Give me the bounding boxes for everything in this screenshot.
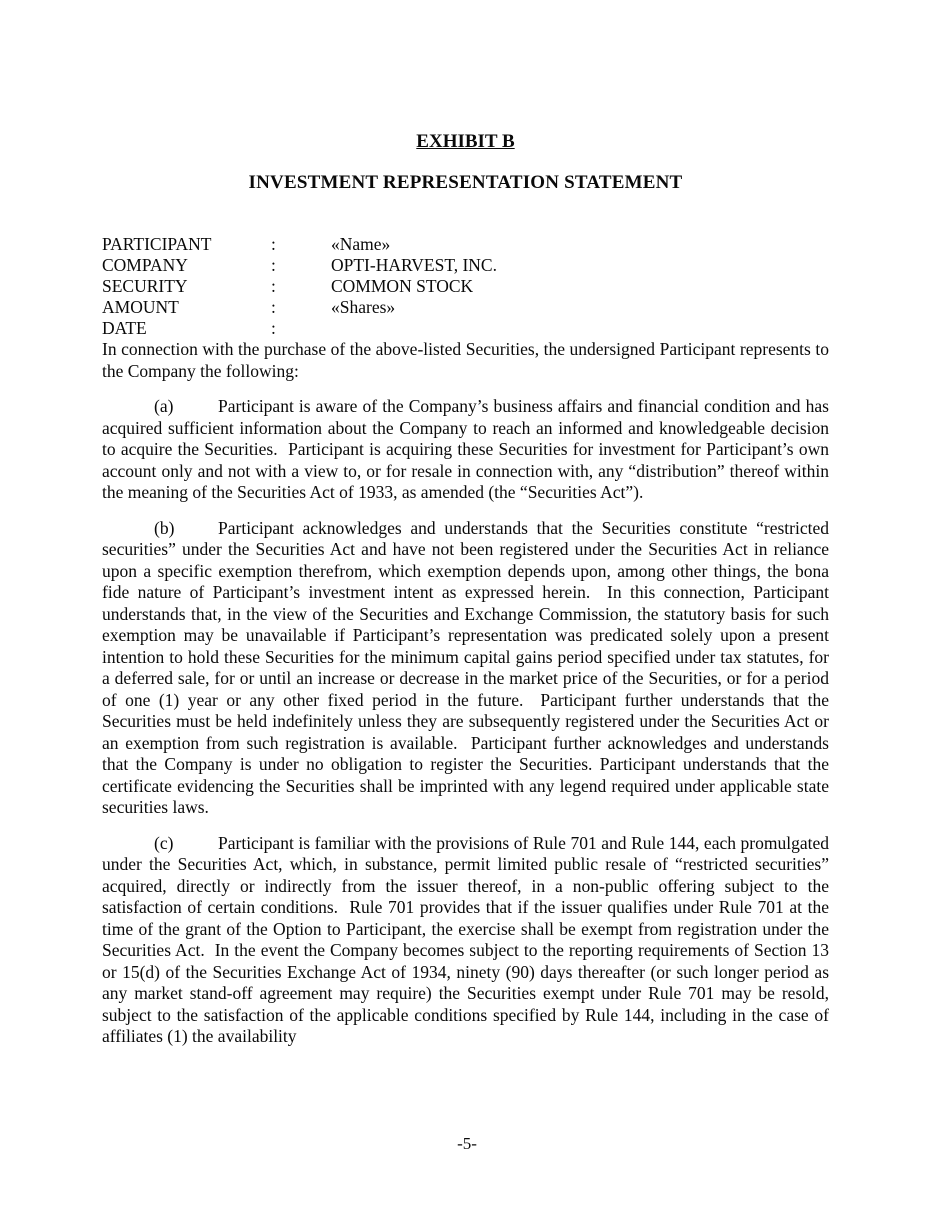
field-value-company: OPTI-HARVEST, INC. [331, 255, 497, 275]
field-value-security: COMMON STOCK [331, 276, 474, 296]
paragraph-c-text: Participant is familiar with the provisions of Rule 701 and Rule 144, each promulgated under the Securities Act, which, in substance, permit limited public resale of “restricted securities” acquired, directly or indirectly from the issuer thereof, in a non-public offering subject to the satisfaction of certain conditions. Rule 701 provides that if the issuer qualifies under Rule 701 at the time of the grant of the Option to Participant, the exercise shall be exempt from registration under the Securities Act. In the event the Company becomes subject to the reporting requirements of Section 13 or 15(d) of the Securities Exchange Act of 1934, ninety (90) days thereafter (or such longer period as any market stand-off agreement may require) the Securities exempt under Rule 701 may be resold, subject to the satisfaction of the applicable conditions specified by Rule 144, including in the case of affiliates (1) the availability [102, 832, 834, 1046]
paragraph-c [102, 832, 834, 1048]
exhibit-title-text: EXHIBIT B [416, 131, 515, 152]
intro-paragraph [102, 339, 834, 382]
statement-title: INVESTMENT REPRESENTATION STATEMENT [248, 172, 683, 193]
document-content [102, 0, 834, 1048]
field-value-date [331, 318, 829, 339]
field-separator: : [271, 297, 276, 317]
field-label-date: DATE [102, 318, 147, 338]
paragraph-b-text: Participant acknowledges and understands that the Securities constitute “restricted securities” under the Securities Act and have not been registered under the Securities Act in reliance upon a specific exemption therefrom, which exemption depends upon, among other things, the bona fide nature of Participant’s investment intent as expressed herein. In this connection, Participant understands that, in the view of the Securities and Exchange Commission, the statutory basis for such exemption may be unavailable if Participant’s representation was predicated solely upon a present intention to hold these Securities for the minimum capital gains period specified under tax statutes, for a deferred sale, for or until an increase or decrease in the market price of the Securities, or for a period of one (1) year or any other fixed period in the future. Participant further understands that the Securities must be held indefinitely unless they are subsequently registered under the Securities Act or an exemption from such registration is available. Participant further acknowledges and understands that the Company is under no obligation to register the Securities. Participant understands that the certificate evidencing the Securities shall be imprinted with any legend required under applicable state securities laws. [102, 517, 834, 817]
fields-block [102, 234, 829, 339]
paragraph-a [102, 396, 834, 504]
field-value-amount: «Shares» [331, 297, 396, 317]
field-label-participant: PARTICIPANT [102, 234, 212, 254]
intro-paragraph-text: In connection with the purchase of the above-listed Securities, the undersigned Participant represents to the Company the following: [102, 339, 834, 381]
field-value-participant: «Name» [331, 234, 391, 254]
exhibit-title [102, 0, 829, 152]
field-label-security: SECURITY [102, 276, 188, 296]
page-number: -5- [457, 1134, 477, 1153]
paragraph-a-text: Participant is aware of the Company’s business affairs and financial condition and has acquired sufficient information about the Company to reach an informed and knowledgeable decision to acquire the Securities. Participant is acquiring these Securities for investment for Participant’s own account only and not with a view to, or for resale in connection with, any “distribution” thereof within the meaning of the Securities Act of 1933, as amended (the “Securities Act”). [102, 396, 834, 502]
field-separator: : [271, 255, 276, 275]
field-separator: : [271, 318, 276, 338]
field-label-company: COMPANY [102, 255, 188, 275]
paragraph-a-marker: (a) [154, 396, 174, 416]
paragraph-b-marker: (b) [154, 517, 175, 538]
field-row-participant [102, 234, 829, 255]
field-separator: : [271, 276, 276, 296]
paragraph-c-marker: (c) [154, 832, 174, 853]
field-row-security [102, 276, 829, 297]
paragraph-b [102, 517, 834, 819]
field-row-amount [102, 297, 829, 318]
field-row-date [102, 318, 829, 339]
field-label-amount: AMOUNT [102, 297, 179, 317]
field-separator: : [271, 234, 276, 254]
field-row-company [102, 255, 829, 276]
